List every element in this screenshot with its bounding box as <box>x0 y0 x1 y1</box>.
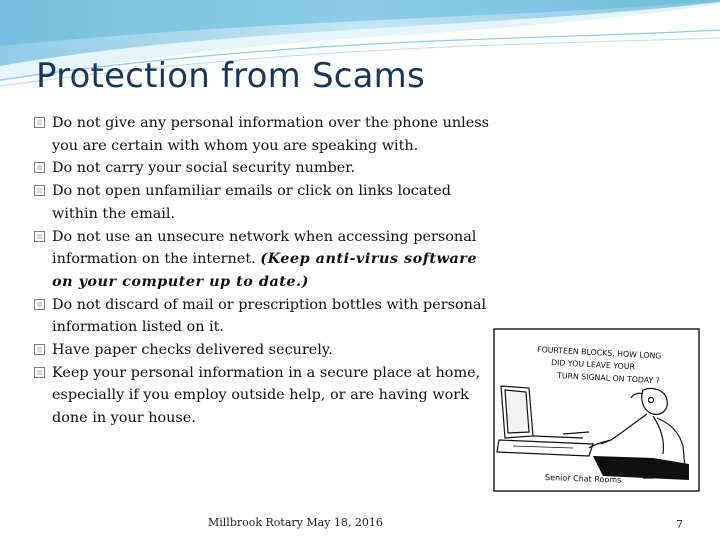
bullet-text: Do not give any personal information over the phone unless you are certain with whom you are speaking with. <box>52 115 490 154</box>
bullet-item <box>34 157 494 180</box>
bullet-marker-icon <box>34 344 45 355</box>
cartoon-caption-line-3: TURN SIGNAL ON TODAY ? <box>556 371 661 386</box>
bullet-item <box>34 226 494 294</box>
bullet-item <box>34 180 494 225</box>
bullet-item <box>34 339 494 362</box>
bullet-text: Do not open unfamiliar emails or click on links located within the email. <box>52 183 451 222</box>
bullet-emphasis: (Keep anti-virus software on your computer up to date.) <box>52 250 478 290</box>
bullet-text: Have paper checks delivered securely. <box>52 342 333 359</box>
bullet-item <box>34 362 494 430</box>
bullet-marker-icon <box>34 162 45 173</box>
bullet-text: Do not use an unsecure network when accessing personal information on the internet. <box>52 228 477 268</box>
cartoon-caption-line-2: DID YOU LEAVE YOUR <box>550 358 636 372</box>
bullet-text: Do not discard of mail or prescription bottles with personal information listed on it. <box>52 296 487 336</box>
page-number: 7 <box>676 518 683 531</box>
bullet-marker-icon <box>34 185 45 196</box>
bullet-text: Do not carry your social security number. <box>52 160 356 177</box>
cartoon-caption-line-1: FOURTEEN BLOCKS, HOW LONG <box>536 345 662 361</box>
slide-footer: Millbrook Rotary May 18, 2016 <box>208 516 383 529</box>
bullet-text: Keep your personal information in a secure place at home, especially if you employ outside help, or are having work done in your house. <box>52 364 481 427</box>
bullet-list <box>34 112 494 430</box>
bullet-item <box>34 294 494 339</box>
bullet-marker-icon <box>34 367 45 378</box>
bullet-marker-icon <box>34 117 45 128</box>
slide-title: Protection from Scams <box>36 56 425 96</box>
cartoon-image <box>493 328 700 492</box>
bullet-marker-icon <box>34 299 45 310</box>
bullet-item <box>34 112 494 157</box>
cartoon-footer-label: Senior Chat Rooms <box>544 473 622 485</box>
bullet-marker-icon <box>34 231 45 242</box>
